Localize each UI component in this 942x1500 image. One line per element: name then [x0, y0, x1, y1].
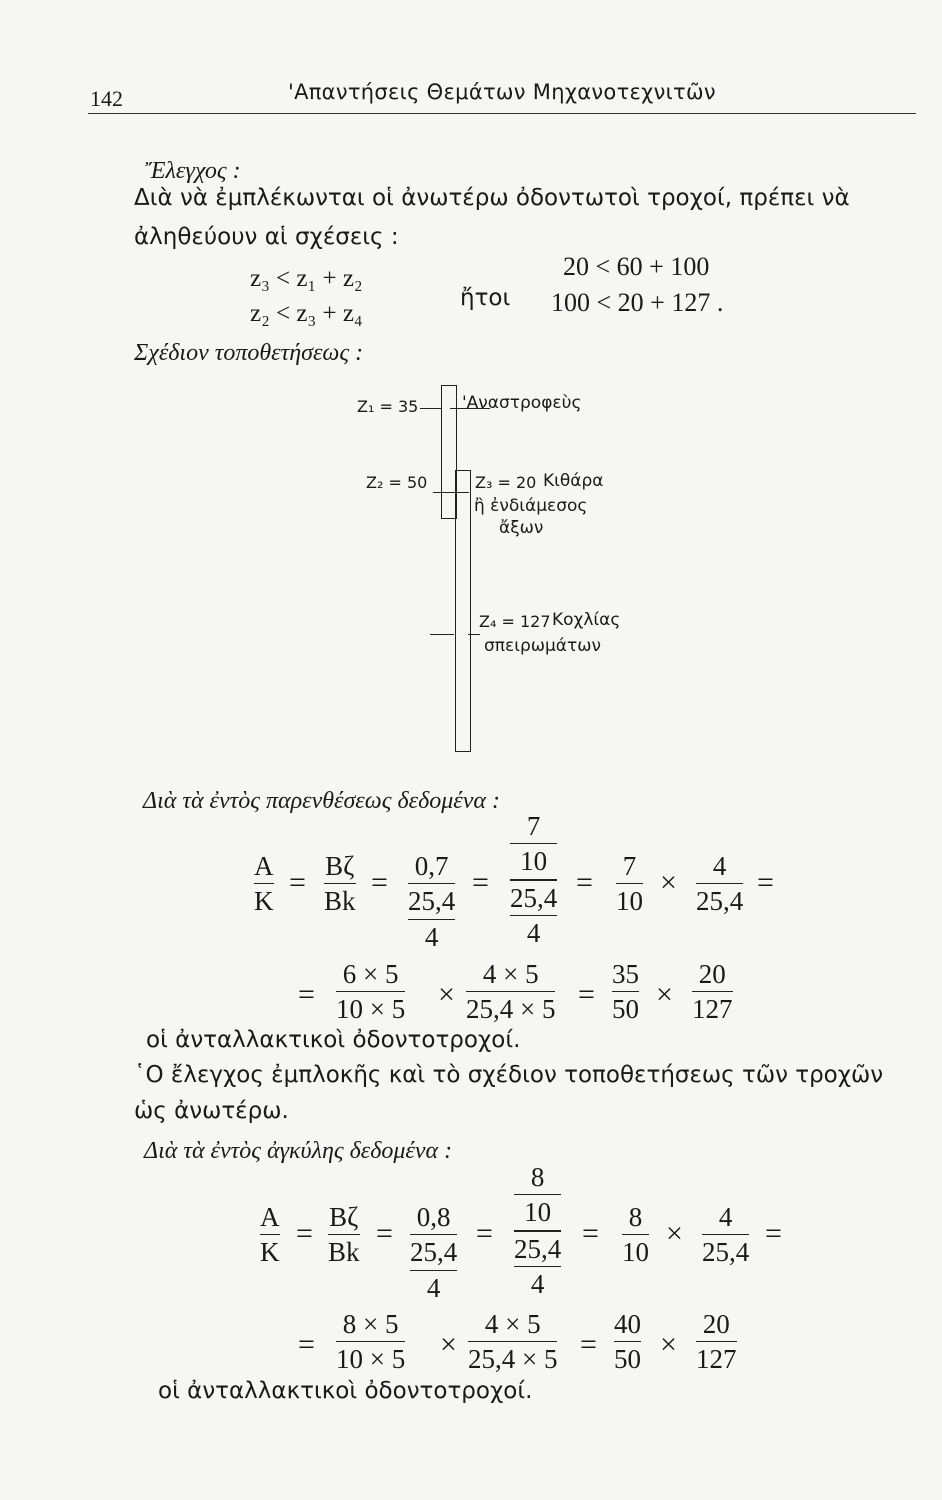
equals-sign: =	[371, 866, 388, 899]
section2-heading: Διὰ τὰ ἐντὸς ἀγκύλης δεδομένα :	[144, 1138, 453, 1164]
z4-marker	[430, 634, 454, 635]
fraction-2-denominator: 25,4	[514, 1233, 562, 1264]
z1-description: 'Αναστροφεὺς	[462, 393, 582, 413]
fraction-3	[622, 1203, 649, 1267]
numerator-Bz: Bζ	[325, 851, 355, 881]
fraction-g1	[336, 960, 405, 1024]
numeric-relation-2: 100 < 20 + 127 .	[551, 288, 724, 317]
equals-sign: =	[582, 1217, 599, 1250]
fraction-g2	[468, 1310, 557, 1374]
z1-label: Z₁ = 35	[357, 397, 419, 416]
shaft-z3-z4	[455, 470, 471, 752]
fraction-g4-numerator: 20	[698, 959, 726, 989]
page-number: 142	[90, 86, 123, 111]
fraction-3-denominator: 10	[622, 1237, 649, 1268]
equals-sign: =	[757, 866, 774, 899]
fraction-g4	[692, 960, 733, 1024]
z4-description: Κοχλίας	[552, 610, 621, 630]
fraction-g2-numerator: 4 × 5	[482, 959, 539, 989]
fraction-g3-denominator: 50	[614, 1344, 641, 1375]
numerator-Bz: Bζ	[329, 1202, 359, 1232]
fraction-g3-numerator: 40	[614, 1309, 641, 1339]
equals-sign: =	[476, 1217, 493, 1250]
fraction-1-denominator-2: 4	[426, 1272, 441, 1303]
z4-description-2: σπειρωμάτων	[484, 636, 601, 656]
fraction-g1	[336, 1310, 405, 1374]
denominator-K: K	[254, 886, 274, 917]
fraction-g3-denominator: 50	[612, 994, 639, 1025]
fraction-1-denominator: 25,4	[408, 886, 456, 917]
equals-sign: =	[576, 866, 593, 899]
section1-heading: Διὰ τὰ ἐντὸς παρενθέσεως δεδομένα :	[143, 788, 500, 814]
fraction-3-numerator: 8	[628, 1202, 643, 1232]
check-text-line1: Διὰ νὰ ἐμπλέκωνται οἱ ἀνωτέρω ὀδοντωτοὶ τροχοί, πρέπει νὰ	[134, 185, 850, 211]
equals-sign: =	[298, 1328, 315, 1361]
fraction-g4-denominator: 127	[696, 1344, 737, 1375]
equals-sign: =	[578, 978, 595, 1011]
relation-1: z₃ < z₁ + z₂	[250, 265, 363, 292]
times-sign: ×	[660, 866, 677, 899]
fraction-2-denominator: 25,4	[510, 882, 558, 913]
fraction-1-denominator: 25,4	[410, 1237, 458, 1268]
times-sign: ×	[656, 978, 673, 1011]
denominator-K: K	[260, 1237, 280, 1268]
header-rule	[88, 113, 916, 114]
section1-note-line1: ῾Ο ἔλεγχος ἐμπλοκῆς καὶ τὸ σχέδιον τοποθετήσεως τῶν τροχῶν	[134, 1062, 884, 1088]
z3-description-2: ἢ ἐνδιάμεσος	[474, 496, 588, 516]
fraction-4-numerator: 4	[718, 1202, 733, 1232]
fraction-g3-numerator: 35	[612, 959, 639, 989]
fraction-2-denominator-2: 4	[530, 1269, 545, 1300]
fraction-3	[616, 852, 643, 916]
fraction-2-top: 7	[526, 811, 541, 841]
numeric-relation-1: 20 < 60 + 100	[563, 252, 710, 281]
equals-sign: =	[376, 1217, 393, 1250]
times-sign: ×	[666, 1217, 683, 1250]
fraction-2-denominator-2: 4	[526, 918, 541, 949]
z3-label: Z₃ = 20	[475, 473, 537, 492]
fraction-2-mid: 10	[524, 1197, 552, 1228]
fraction-g2-numerator: 4 × 5	[484, 1309, 541, 1339]
fraction-4-denominator: 25,4	[696, 886, 744, 917]
ratio-A-K	[254, 852, 274, 916]
fraction-3-denominator: 10	[616, 886, 643, 917]
fraction-g1-denominator: 10 × 5	[336, 994, 406, 1025]
denominator-Bk: Bk	[324, 886, 356, 917]
fraction-3-numerator: 7	[622, 851, 637, 881]
fraction-1	[410, 1203, 457, 1302]
fraction-1-numerator: 0,8	[416, 1202, 451, 1232]
z4-label: Z₄ = 127	[479, 612, 551, 631]
relation-2: z₂ < z₃ + z₄	[250, 300, 363, 327]
placement-heading: Σχέδιον τοποθετήσεως :	[134, 340, 364, 366]
times-sign: ×	[660, 1328, 677, 1361]
z2-label: Z₂ = 50	[366, 473, 428, 492]
fraction-g4	[696, 1310, 737, 1374]
fraction-2-mid: 10	[520, 846, 548, 877]
fraction-g4-numerator: 20	[702, 1309, 730, 1339]
times-sign: ×	[440, 1328, 457, 1361]
fraction-g1-numerator: 6 × 5	[342, 959, 399, 989]
z1-marker	[420, 408, 442, 409]
z3-description-3: ἄξων	[499, 518, 544, 538]
fraction-4-denominator: 25,4	[702, 1237, 750, 1268]
fraction-4	[696, 852, 743, 916]
equals-sign: =	[289, 866, 306, 899]
fraction-4	[702, 1203, 749, 1267]
fraction-g4-denominator: 127	[692, 994, 733, 1025]
conjunction: ἤτοι	[460, 285, 511, 311]
fraction-2-top: 8	[530, 1162, 545, 1192]
fraction-1-numerator: 0,7	[414, 851, 449, 881]
check-text-line2: ἀληθεύουν αἱ σχέσεις :	[134, 224, 399, 250]
section1-note-line2: ὡς ἀνωτέρω.	[134, 1098, 289, 1124]
ratio-Bz-Bk	[328, 1203, 360, 1267]
numerator-A: A	[260, 1202, 280, 1232]
fraction-g1-numerator: 8 × 5	[342, 1309, 399, 1339]
ratio-Bz-Bk	[324, 852, 356, 916]
z3-description: Κιθάρα	[543, 471, 604, 491]
section2-conclusion: οἱ ἀνταλλακτικοὶ ὀδοντοτροχοί.	[158, 1378, 533, 1404]
fraction-g2-denominator: 25,4 × 5	[466, 994, 556, 1025]
equals-sign: =	[472, 866, 489, 899]
z4-arrow	[468, 634, 480, 635]
fraction-g2-denominator: 25,4 × 5	[468, 1344, 558, 1375]
fraction-4-numerator: 4	[712, 851, 727, 881]
fraction-1	[408, 852, 455, 951]
check-heading: Ἔλεγχος :	[145, 158, 241, 184]
running-title: 'Απαντήσεις Θεμάτων Μηχανοτεχνιτῶν	[288, 80, 716, 104]
fraction-g3	[612, 960, 639, 1024]
section1-conclusion: οἱ ἀνταλλακτικοὶ ὀδοντοτροχοί.	[146, 1027, 521, 1053]
fraction-g1-denominator: 10 × 5	[336, 1344, 406, 1375]
fraction-1-denominator-2: 4	[424, 921, 439, 952]
fraction-g3	[614, 1310, 641, 1374]
numerator-A: A	[254, 851, 274, 881]
fraction-2	[514, 1163, 561, 1298]
z2-marker	[433, 492, 469, 493]
ratio-A-K	[260, 1203, 280, 1267]
times-sign: ×	[438, 978, 455, 1011]
equals-sign: =	[296, 1217, 313, 1250]
equals-sign: =	[298, 978, 315, 1011]
fraction-g2	[466, 960, 555, 1024]
fraction-2	[510, 812, 557, 947]
denominator-Bk: Bk	[328, 1237, 360, 1268]
equals-sign: =	[765, 1217, 782, 1250]
equals-sign: =	[580, 1328, 597, 1361]
